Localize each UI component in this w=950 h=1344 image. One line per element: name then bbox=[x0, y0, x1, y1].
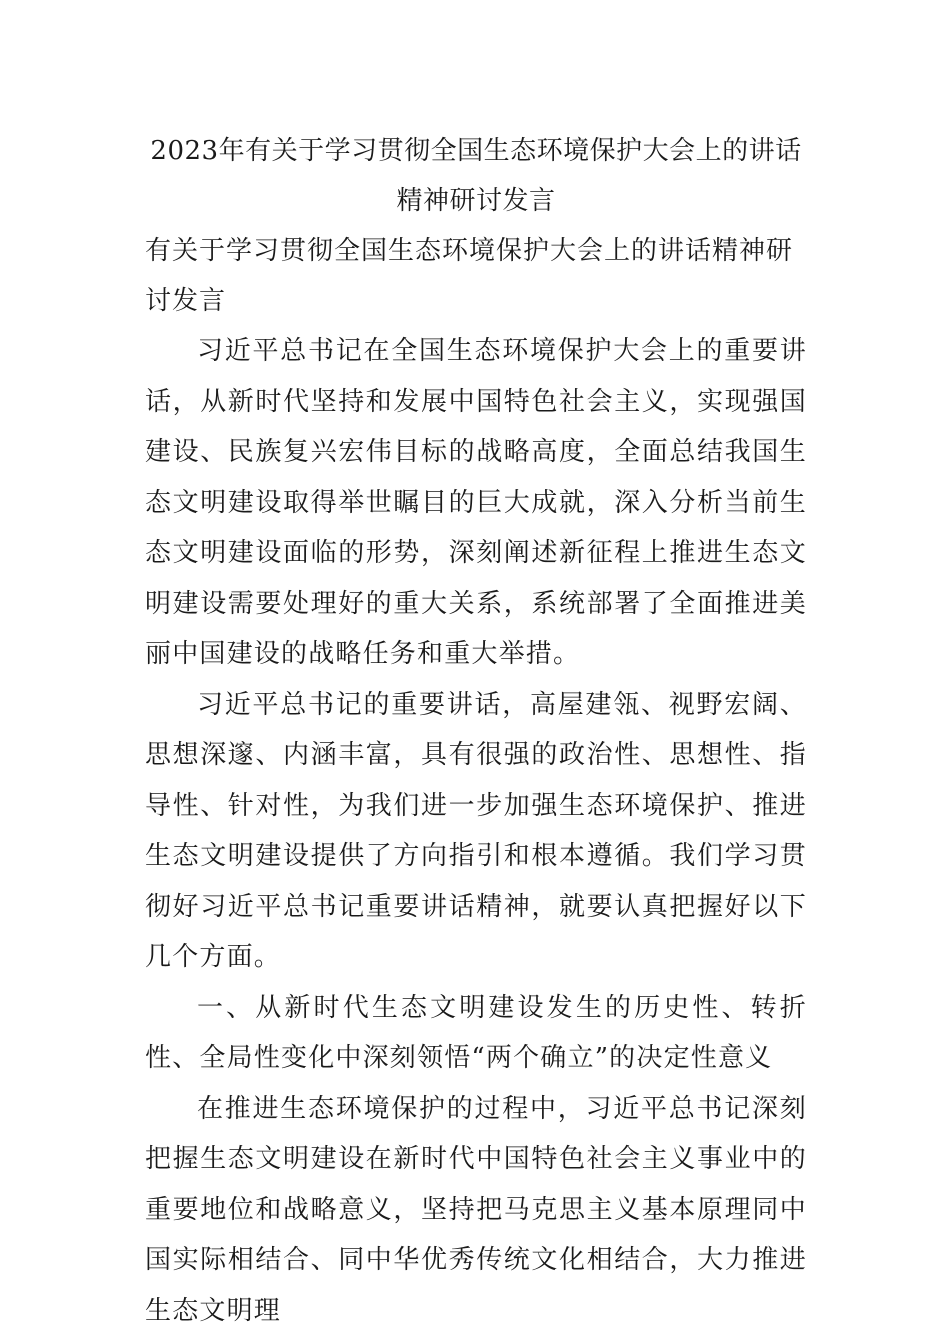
document-title: 2023年有关于学习贯彻全国生态环境保护大会上的讲话精神研讨发言 bbox=[150, 136, 802, 216]
document-subtitle: 有关于学习贯彻全国生态环境保护大会上的讲话精神研讨发言 bbox=[145, 236, 794, 316]
paragraph-intro: 习近平总书记在全国生态环境保护大会上的重要讲话，从新时代坚持和发展中国特色社会主义，实现强国建设、民族复兴宏伟目标的战略高度，全面总结我国生态文明建设取得举世瞩目的巨大成就，深入分析当前生态文明建设面临的形势，深刻阐述新征程上推进生态文明建设需要处理好的重大关系，系统部署了全面推进美丽中国建设的战略任务和重大举措。 bbox=[145, 336, 807, 669]
document-page bbox=[145, 126, 807, 1336]
section-heading-1: 一、从新时代生态文明建设发生的历史性、转折性、全局性变化中深刻领悟“两个确立”的决定性意义 bbox=[145, 992, 807, 1073]
paragraph-section-1: 在推进生态环境保护的过程中，习近平总书记深刻把握生态文明建设在新时代中国特色社会主义事业中的重要地位和战略意义，坚持把马克思主义基本原理同中国实际相结合、同中华优秀传统文化相结合，大力推进生态文明理 bbox=[145, 1093, 807, 1326]
paragraph-significance: 习近平总书记的重要讲话，高屋建瓴、视野宏阔、思想深邃、内涵丰富，具有很强的政治性、思想性、指导性、针对性，为我们进一步加强生态环境保护、推进生态文明建设提供了方向指引和根本遵循。我们学习贯彻好习近平总书记重要讲话精神，就要认真把握好以下几个方面。 bbox=[145, 689, 807, 972]
